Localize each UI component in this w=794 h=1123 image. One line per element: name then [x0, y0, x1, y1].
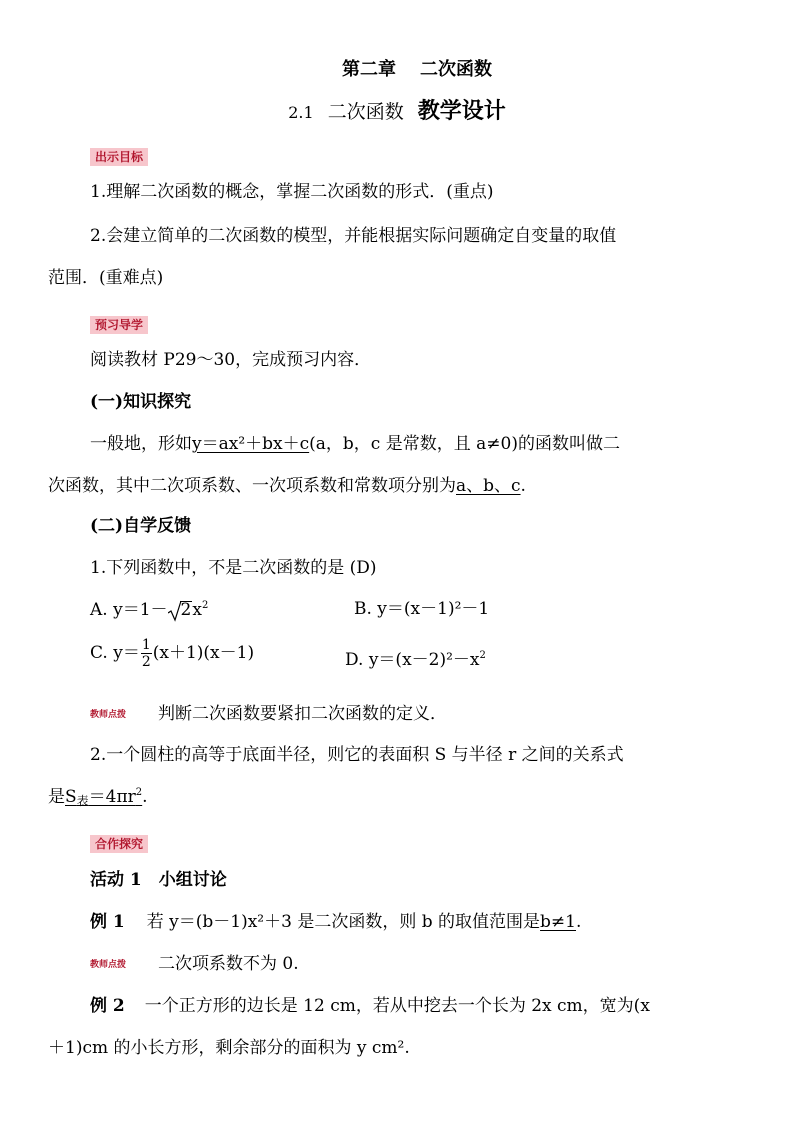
example-2-line-1	[90, 998, 650, 1015]
fraction-denominator: 2	[141, 654, 151, 670]
fraction-numerator: 1	[141, 637, 151, 653]
example-2-label: 例 2	[90, 996, 125, 1016]
option-d-text: D. y＝(x－2)²－x	[345, 650, 480, 670]
question-2-line-2	[48, 789, 148, 806]
general-form-answer: y＝ax²＋bx＋c	[192, 434, 310, 454]
teacher-tip-tag-1: 教师点拨	[90, 710, 127, 720]
knowledge-text: 一般地，形如	[90, 434, 192, 454]
option-b: B. y＝(x－1)²－1	[354, 599, 490, 619]
example-2-line-2: ＋1)cm 的小长方形，剩余部分的面积为 y cm².	[48, 1038, 410, 1058]
exponent: 2	[201, 600, 209, 611]
knowledge-text-cont: (a，b，c 是常数，且 a≠0)的函数叫做二	[309, 434, 620, 454]
knowledge-line-1	[90, 436, 620, 453]
knowledge-heading: (一)知识探究	[90, 392, 192, 412]
knowledge-period: .	[520, 476, 526, 496]
answer-s: S	[65, 787, 77, 807]
knowledge-line-2	[48, 478, 526, 495]
section-topic: 二次函数	[327, 101, 404, 123]
goals-tag: 出示目标	[90, 148, 148, 166]
section-number: 2.1	[288, 103, 314, 122]
coefficients-answer: a、b、c	[456, 476, 521, 496]
option-c-prefix: C. y＝	[90, 643, 140, 663]
chapter-label: 第二章	[342, 59, 396, 80]
example-1-period: .	[576, 912, 582, 932]
activity-title: 活动 1 小组讨论	[90, 870, 227, 890]
answer-rest: ＝4πr	[88, 787, 136, 807]
feedback-heading: (二)自学反馈	[90, 516, 192, 536]
goal-item-2-line-2: 范围．(重难点)	[48, 268, 164, 288]
option-a-prefix: A. y＝1－	[90, 600, 168, 620]
question-2-period: .	[142, 787, 148, 807]
example-1	[90, 914, 581, 931]
teacher-tip-2: 二次项系数不为 0.	[158, 954, 299, 974]
option-d	[345, 652, 486, 669]
preview-intro: 阅读教材 P29～30，完成预习内容．	[90, 350, 372, 370]
sqrt-two	[168, 601, 193, 619]
preview-tag: 预习导学	[90, 316, 148, 334]
fraction-half	[141, 638, 152, 669]
section-title	[0, 100, 794, 123]
section-design: 教学设计	[417, 98, 506, 124]
goal-item-1: 1.理解二次函数的概念，掌握二次函数的形式．(重点)	[90, 182, 494, 202]
chapter-topic: 二次函数	[420, 59, 492, 80]
option-a	[90, 601, 208, 619]
answer-subscript: 表	[76, 794, 89, 808]
surface-area-answer	[65, 787, 142, 807]
exponent: 2	[135, 787, 143, 798]
sqrt-radicand: 2	[180, 600, 192, 620]
teacher-tip-1: 判断二次函数要紧扣二次函数的定义．	[158, 704, 447, 724]
example-1-label: 例 1	[90, 912, 125, 932]
teacher-tip-tag-2: 教师点拨	[90, 960, 127, 970]
question-2-text: 是	[48, 787, 65, 807]
question-2-line-1: 2.一个圆柱的高等于底面半径，则它的表面积 S 与半径 r 之间的关系式	[90, 745, 624, 765]
option-c-suffix: (x＋1)(x－1)	[152, 643, 255, 663]
cooperate-tag: 合作探究	[90, 835, 148, 853]
option-c	[90, 638, 254, 669]
option-a-suffix: x	[192, 600, 202, 620]
knowledge-text-2: 次函数，其中二次项系数、一次项系数和常数项分别为	[48, 476, 456, 496]
exponent: 2	[479, 650, 486, 661]
example-2-text: 一个正方形的边长是 12 cm，若从中挖去一个长为 2x cm，宽为(x	[144, 996, 650, 1016]
example-1-text: 若 y＝(b－1)x²＋3 是二次函数，则 b 的取值范围是	[146, 912, 541, 932]
example-1-answer: b≠1	[540, 912, 576, 932]
goal-item-2-line-1: 2.会建立简单的二次函数的模型，并能根据实际问题确定自变量的取值	[90, 226, 617, 246]
question-1: 1.下列函数中，不是二次函数的是 (D)	[90, 558, 377, 578]
chapter-title	[0, 61, 794, 79]
